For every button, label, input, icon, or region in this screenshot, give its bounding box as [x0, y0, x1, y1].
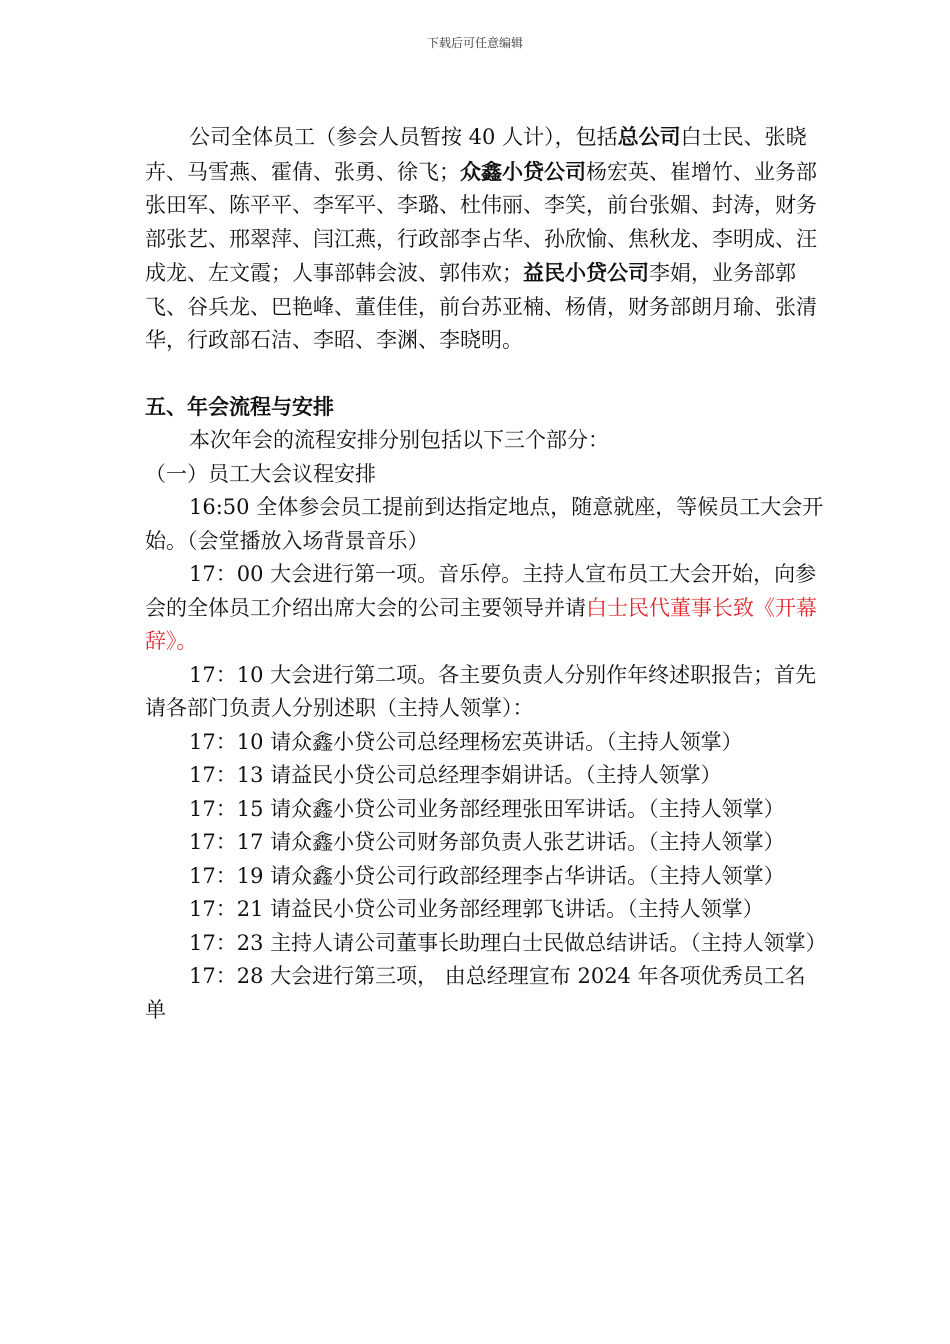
zx-names: 杨宏英、崔增竹、业务部张田军、陈平平、李军平、李璐、杜伟丽、李笑，前台张媚、封涛，财务部张艺、邢翠萍、闫江燕，行政部李占华、孙欣愉、焦秋龙、李明成、汪成龙、左文霞；人事部韩会波、郭伟欢； [145, 159, 817, 285]
schedule-item: 17：19 请众鑫小贷公司行政部经理李占华讲话。（主持人领掌） [189, 863, 785, 888]
hq-names: 白士民、张晓卉、马雪燕、霍倩、张勇、徐飞； [145, 125, 807, 184]
document-body [145, 120, 825, 1027]
schedule-item: 17：10 请众鑫小贷公司总经理杨宏英讲话。（主持人领掌） [189, 729, 743, 754]
attendees-intro: 公司全体员工（参会人员暂按 40 人计），包括 [189, 125, 618, 149]
opening-speech-highlight: 白士民代董事长致《开幕辞》。 [145, 595, 817, 653]
schedule-1710: 17：10 大会进行第二项。各主要负责人分别作年终述职报告；首先请各部门负责人分别述职（主持人领掌）： [145, 662, 817, 720]
section-heading: 五、年会流程与安排 [145, 394, 334, 419]
ym-label: 益民小贷公司 [523, 260, 649, 285]
section-intro: 本次年会的流程安排分别包括以下三个部分： [189, 428, 609, 452]
attendees-paragraph [145, 120, 825, 358]
hq-label: 总公司 [617, 124, 681, 149]
schedule-item: 17：15 请众鑫小贷公司业务部经理张田军讲话。（主持人领掌） [189, 796, 785, 821]
page-header: 下载后可任意编辑 [426, 36, 523, 50]
zx-label: 众鑫小贷公司 [460, 158, 586, 184]
schedule-1650: 16:50 全体参会员工提前到达指定地点，随意就座，等候员工大会开始。（会堂播放入场背景音乐） [145, 495, 824, 553]
schedule-1700-text: 17：00 大会进行第一项。音乐停。主持人宣布员工大会开始，向参会的全体员工介绍出席大会的公司主要领导并请 [145, 562, 817, 620]
schedule-item: 17：23 主持人请公司董事长助理白士民做总结讲话。（主持人领掌） [189, 930, 827, 955]
schedule-item: 17：21 请益民小贷公司业务部经理郭飞讲话。（主持人领掌） [189, 897, 764, 921]
schedule-item: 17：17 请众鑫小贷公司财务部负责人张艺讲话。（主持人领掌） [189, 830, 785, 854]
schedule-1700 [145, 558, 825, 659]
subsection-title: （一）员工大会议程安排 [145, 461, 376, 486]
schedule-item: 17：13 请益民小贷公司总经理李娟讲话。（主持人领掌） [189, 763, 722, 787]
ym-names: 李娟，业务部郭飞、谷兵龙、巴艳峰、董佳佳，前台苏亚楠、杨倩，财务部朗月瑜、张清华，行政部石洁、李昭、李渊、李晓明。 [145, 261, 817, 352]
schedule-item: 17：28 大会进行第三项， 由总经理宣布 2024 年各项优秀员工名单 [145, 964, 806, 1022]
